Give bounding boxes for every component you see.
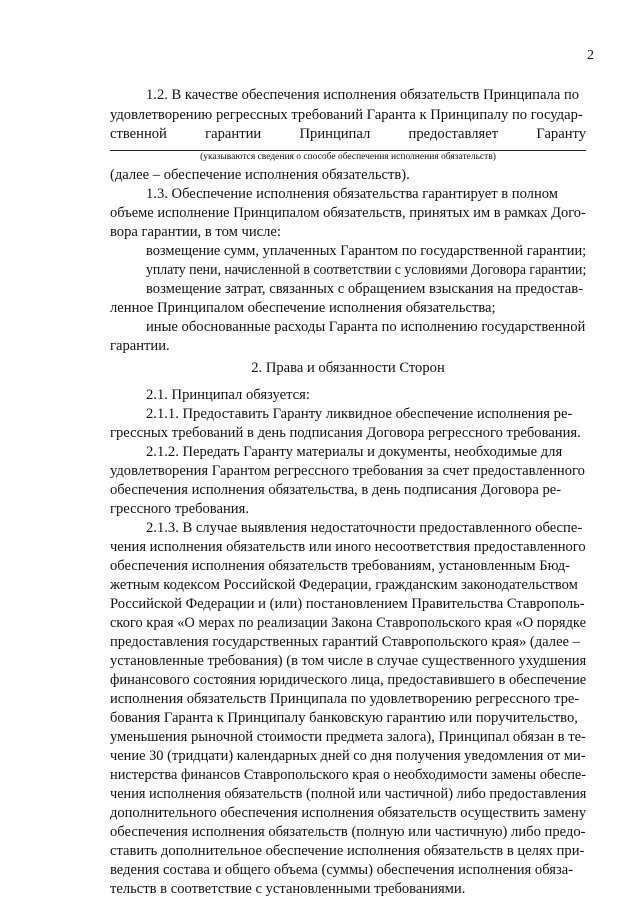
- text-line: 1.2. В качестве обеспечения исполнения обязательств Принципала по: [146, 87, 580, 103]
- text-line: исполнения обязательств Принципала по удовлетворению регрессного тре-: [110, 691, 580, 707]
- text-line: вора гарантии, в том числе:: [110, 224, 281, 240]
- page-number: 2: [587, 48, 594, 63]
- text-line: финансового состояния юридического лица, предоставившего в обеспечение: [110, 672, 587, 688]
- text-line: Российской Федерации и (или) постановлением Правительства Ставрополь-: [110, 596, 585, 612]
- text-line: чения исполнения обязательств или иного несоответствия предоставленного: [110, 539, 586, 555]
- spread-line: [110, 125, 586, 143]
- spread-word: гарантии: [205, 126, 262, 142]
- text-line: 2.1. Принципал обязуется:: [146, 387, 310, 403]
- text-line: иные обоснованные расходы Гаранта по исполнению государственной: [146, 319, 586, 335]
- section-heading: 2. Права и обязанности Сторон: [251, 360, 445, 376]
- text-line: удовлетворению регрессных требований Гаранта к Принципалу по государ-: [110, 107, 583, 123]
- spread-word: ственной: [110, 126, 167, 142]
- text-line: 1.3. Обеспечение исполнения обязательства гарантирует в полном: [146, 186, 559, 202]
- text-line: чение 30 (тридцати) календарных дней со дня получения уведомления от ми-: [110, 748, 586, 764]
- text-line: возмещение затрат, связанных с обращением взыскания на предостав-: [146, 281, 583, 297]
- text-line: 2.1.2. Передать Гаранту материалы и документы, необходимые для: [146, 444, 563, 460]
- spread-word: Гаранту: [536, 126, 586, 142]
- text-line: ского края «О мерах по реализации Закона Ставропольского края «О порядке: [110, 615, 586, 631]
- text-line: дополнительного обеспечения исполнения обязательств осуществить замену: [110, 805, 587, 821]
- text-line: грессных требований в день подписания Договора регрессного требования.: [110, 425, 581, 441]
- text-line: бования Гаранта к Принципалу банковскую гарантию или поручительство,: [110, 710, 578, 726]
- text-line: установленные требования) (в том числе в случае существенного ухудшения: [110, 653, 587, 669]
- text-line: чения исполнения обязательств (полной или частичной) либо предоставления: [110, 786, 587, 802]
- text-line: тельств в соответствие с установленными требованиями.: [110, 881, 466, 897]
- text-line: обеспечения исполнения обязательств требованиям, установленным Бюд-: [110, 558, 571, 574]
- text-line: предоставления государственных гарантий Ставропольского края» (далее –: [110, 634, 580, 650]
- footnote-caption: (указываются сведения о способе обеспечения исполнения обязательств): [200, 152, 496, 162]
- text-line: ведения состава и общего объема (суммы) обеспечения исполнения обяза-: [110, 862, 574, 878]
- text-line: объеме исполнение Принципалом обязательств, принятых им в рамках Дого-: [110, 205, 586, 221]
- text-line: 2.1.1. Предоставить Гаранту ликвидное обеспечение исполнения ре-: [146, 406, 573, 422]
- text-line: жетным кодексом Российской Федерации, гражданским законодательством: [110, 577, 578, 593]
- fill-in-rule: [110, 150, 586, 151]
- text-line: обеспечения исполнения обязательств (полную или частичную) либо предо-: [110, 824, 586, 840]
- spread-word: предоставляет: [408, 126, 499, 142]
- text-line: ставить дополнительное обеспечение исполнения обязательств в целях при-: [110, 843, 585, 859]
- text-line: грессного требования.: [110, 501, 249, 517]
- text-line: обеспечения исполнения обязательства, в день подписания Договора ре-: [110, 482, 562, 498]
- text-line: возмещение сумм, уплаченных Гарантом по государственной гарантии;: [146, 243, 587, 259]
- text-line: (далее – обеспечение исполнения обязательств).: [110, 167, 410, 183]
- spread-word: Принципал: [299, 126, 371, 142]
- text-line: нистерства финансов Ставропольского края о необходимости замены обеспе-: [110, 767, 587, 783]
- text-line: уплату пени, начисленной в соответствии с условиями Договора гарантии;: [146, 262, 587, 278]
- text-line: 2.1.3. В случае выявления недостаточности предоставленного обеспе-: [146, 520, 583, 536]
- text-line: гарантии.: [110, 338, 170, 354]
- text-line: удовлетворения Гарантом регрессного требования за счет предоставленного: [110, 463, 585, 479]
- text-line: уменьшения рыночной стоимости предмета залога), Принципал обязан в те-: [110, 729, 586, 745]
- text-line: ленное Принципалом обеспечение исполнения обязательства;: [110, 300, 496, 316]
